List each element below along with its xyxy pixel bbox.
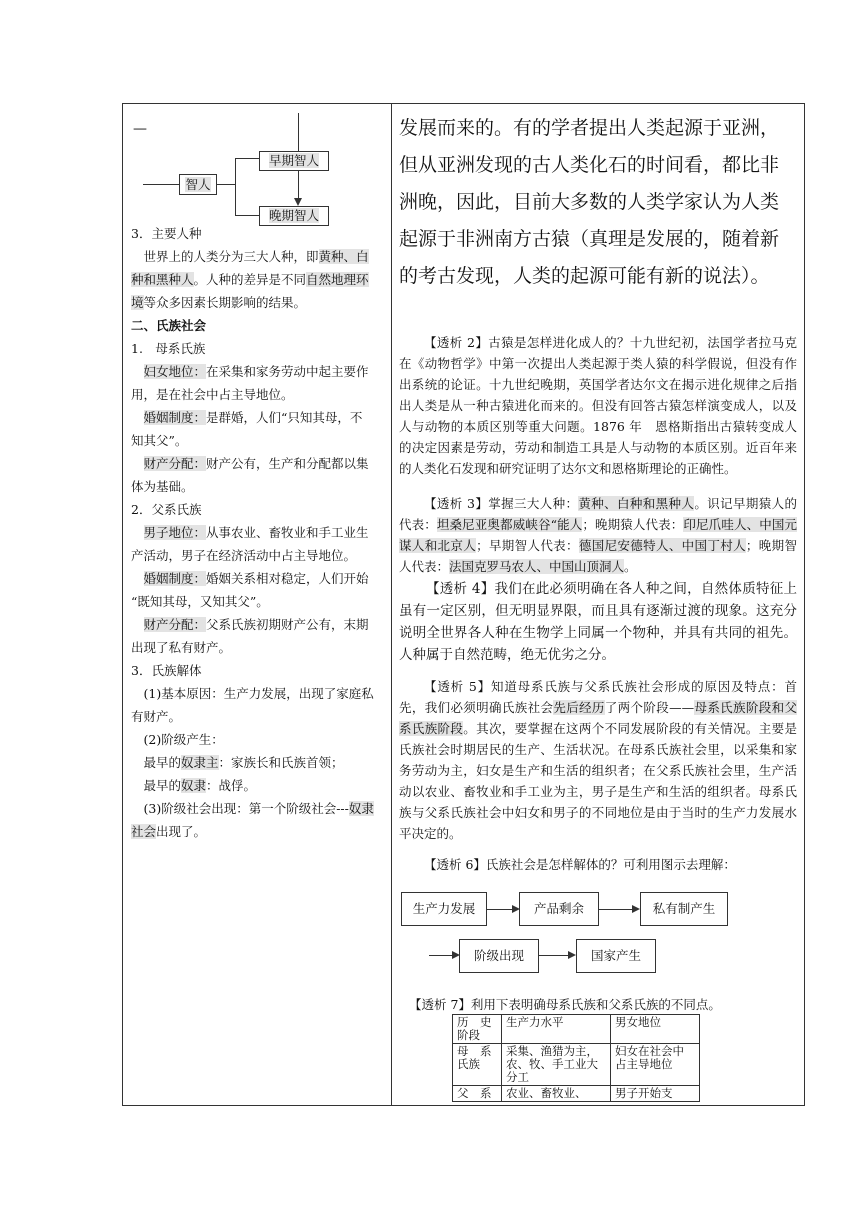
- highlight: 黄种、白: [318, 249, 369, 264]
- text: 最早的: [143, 778, 182, 793]
- highlight: 婚姻制度：: [143, 410, 207, 425]
- table-row: [453, 1086, 700, 1102]
- paragraph: [131, 613, 385, 636]
- paragraph: [131, 820, 385, 843]
- paragraph: [131, 245, 385, 314]
- table-cell: 父 系: [453, 1086, 502, 1102]
- highlight: 印尼爪哇人、中国元谋人和北京人: [399, 517, 797, 553]
- diagram-line: [235, 215, 259, 216]
- text: 。识记早期猿人的代表：: [399, 496, 797, 532]
- diagram-line: [235, 158, 236, 215]
- table-header: 生产力水平: [502, 1015, 611, 1044]
- diagram-line: [217, 184, 235, 185]
- text: 在采集和家务劳动中起主要作: [206, 364, 369, 379]
- paragraph: [131, 751, 385, 774]
- table-header: 历 史阶段: [453, 1015, 502, 1044]
- text: 等众多因素长期影响的结果。: [143, 295, 307, 310]
- two-column-table: [122, 103, 805, 1106]
- analysis-5: [399, 676, 797, 844]
- flow-line: [429, 955, 453, 956]
- sapiens-label: 智人: [185, 177, 211, 192]
- highlight: 财产分配：: [143, 617, 207, 632]
- flow-surplus-box: 产品剩余: [519, 892, 599, 926]
- large-text-line: 起源于非洲南方古猿（真理是发展的，随着新: [399, 228, 780, 250]
- highlight: 境: [131, 295, 144, 310]
- highlight: 社会: [131, 824, 157, 839]
- text: 有财产。: [131, 709, 182, 724]
- flow-line: [487, 909, 513, 910]
- highlight: 种和黑种人: [131, 272, 194, 287]
- table-row: [453, 1015, 700, 1044]
- paragraph: [131, 774, 385, 797]
- table-row: [453, 1044, 700, 1086]
- text: 最早的: [143, 755, 182, 770]
- arrow-right-icon: [632, 905, 640, 913]
- highlight: 妇女地位：: [143, 364, 207, 379]
- highlight: 母系氏族阶段和父系氏族阶段: [399, 700, 797, 736]
- subsection-title: 2．父系氏族: [131, 502, 202, 517]
- highlight: 奴隶: [348, 801, 374, 816]
- flow-line: [539, 955, 569, 956]
- text: (3)阶级社会出现：第一个阶级社会---: [143, 801, 349, 816]
- arrow-right-icon: [568, 951, 576, 959]
- arrow-down-icon: [294, 198, 302, 206]
- large-text-block: [399, 110, 797, 295]
- large-text-line: 的考古发现，人类的起源可能有新的说法）。: [399, 265, 770, 287]
- text: 体为基础。: [131, 479, 194, 494]
- text: 。: [624, 559, 637, 574]
- text: 是群婚，人们“只知其母，不: [206, 410, 363, 425]
- diagram-line: [143, 184, 179, 185]
- subsection-title: 1. 母系氏族: [131, 341, 206, 356]
- table-cell: 母 系氏族: [453, 1044, 502, 1086]
- table-cell: 妇女在社会中占主导地位: [611, 1044, 700, 1086]
- paragraph: [131, 406, 385, 429]
- text: (2)阶级产生：: [143, 732, 224, 747]
- highlight: 坦桑尼亚奥都威峡谷“能人: [436, 517, 583, 532]
- diagram-line: [235, 158, 259, 159]
- text: 出现了私有财产。: [131, 640, 232, 655]
- diagram-line: [298, 113, 299, 155]
- highlight: 财产分配：: [143, 456, 207, 471]
- analysis-6: 【透析 6】氏族社会是怎样解体的？可利用图示去理解：: [424, 857, 736, 872]
- text: 。其次，要掌握在这两个不同发展阶段的有关情况。主要是氏族社会时期居民的生产、生活状况。在母系氏族社会里，以采集和家务劳动为主，妇女是生产和生活的组织者；在父系氏族社会里，生产活动以农业、畜牧业和手工业为主，男子是生产和生活的组织者。母系氏族与父系氏族社会中妇女和男子的不同地位是由于当时的生产力发展水平决定的。: [399, 721, 797, 841]
- text: 财产公有，生产和分配都以集: [206, 456, 369, 471]
- flow-line: [599, 909, 633, 910]
- highlight: 黄种、白种和黑种人: [578, 496, 695, 511]
- paragraph: [131, 360, 385, 383]
- section-title: 二、氏族社会: [131, 318, 207, 333]
- text: 产活动，男子在经济活动中占主导地位。: [131, 548, 357, 563]
- highlight: 法国克罗马农人、中国山顶洞人: [449, 559, 625, 574]
- text: 。人种的差异是不同: [193, 272, 307, 287]
- highlight: 自然地理环: [306, 272, 369, 287]
- flow-classes-box: 阶级出现: [459, 939, 539, 973]
- paragraph: [131, 567, 385, 590]
- early-sapiens-box: [259, 151, 329, 171]
- text: “既知其母，又知其父”。: [131, 594, 269, 609]
- text: 父系氏族初期财产公有，末期: [206, 617, 369, 632]
- table-cell: 男子开始支: [611, 1086, 700, 1102]
- text: 世界上的人类分为三大人种，即: [143, 249, 319, 264]
- analysis-7: 【透析 7】利用下表明确母系氏族和父系氏族的不同点。: [409, 997, 721, 1012]
- text: ；早期智人代表：: [476, 538, 579, 553]
- analysis-2: 【透析 2】古猿是怎样进化成人的？十九世纪初，法国学者拉马克在《动物哲学》中第一次提出人类起源于类人猿的科学假说，但没有作出系统的论证。十九世纪晚期，英国学者达尔文在揭示进化规律之后指出人类是从一种古猿进化而来的。但没有回答古猿怎样演变成人，以及人与动物的本质区别等重大问题。1876 年 恩格斯指出古猿转变成人的决定因素是劳动，劳动和制造工具是人与动物的本质区别。近百年来的人类化石发现和研究证明了达尔文和恩格斯理论的正确性。: [399, 335, 797, 476]
- text: 从事农业、畜牧业和手工业生: [206, 525, 369, 540]
- highlight: 先后经历: [553, 700, 605, 715]
- text: 出现了。: [156, 824, 207, 839]
- text: 【透析 3】掌握三大人种：: [424, 496, 579, 511]
- column-divider: [391, 104, 392, 1105]
- flow-productivity-box: 生产力发展: [401, 892, 487, 926]
- text: 【透析 5】知道母系氏族与父系氏族社会形成的原因及特点：首先，我们必须明确氏族社会: [399, 679, 797, 715]
- text: (1)基本原因：生产力发展，出现了家庭私: [143, 686, 374, 701]
- highlight: 德国尼安德特人、中国丁村人: [578, 538, 746, 553]
- table-cell: 采集、渔猎为主，农、牧、手工业大分工: [502, 1044, 611, 1086]
- text: ：家族长和氏族首领；: [218, 755, 344, 770]
- text: ；晚期猿人代表：: [582, 517, 684, 532]
- flow-state-box: 国家产生: [576, 939, 656, 973]
- paragraph: [131, 521, 385, 544]
- section-title: 3．主要人种: [131, 226, 202, 241]
- text: 用，是在社会中占主导地位。: [131, 387, 294, 402]
- paragraph: [131, 797, 385, 820]
- large-text-line: 洲晚，因此，目前大多数的人类学家认为人类: [399, 191, 780, 213]
- comparison-table: [452, 1014, 700, 1102]
- text: 了两个阶段——: [604, 700, 695, 715]
- analysis-4: 【透析 4】我们在此必须明确在各人种之间，自然体质特征上虽有一定区别，但无明显界限，而且具有逐渐过渡的现象。这充分说明全世界各人种在生物学上同属一个物种，并具有共同的祖先。人种属于自然范畴，绝无优劣之分。: [399, 581, 797, 663]
- highlight: 婚姻制度：: [143, 571, 207, 586]
- diagram-line: [298, 171, 299, 201]
- sapiens-box: [179, 174, 217, 195]
- table-cell: 农业、畜牧业、: [502, 1086, 611, 1102]
- large-text-line: 发展而来的。有的学者提出人类起源于亚洲，: [399, 117, 780, 139]
- highlight: 奴隶: [181, 778, 207, 793]
- large-text-line: 但从亚洲发现的古人类化石的时间看，都比非: [399, 154, 780, 176]
- text: ；晚期智人代表：: [399, 538, 797, 574]
- paragraph: [131, 452, 385, 475]
- late-sapiens-label: 晚期智人: [268, 208, 319, 223]
- analysis-3: [399, 493, 797, 577]
- text: 知其父”。: [131, 433, 188, 448]
- text: ：战俘。: [206, 778, 257, 793]
- early-sapiens-label: 早期智人: [268, 153, 319, 168]
- highlight: 男子地位：: [143, 525, 207, 540]
- left-text: [131, 222, 385, 843]
- table-header: 男女地位: [611, 1015, 700, 1044]
- dash-mark: —: [133, 121, 147, 137]
- flow-private-box: 私有制产生: [640, 892, 728, 926]
- text: 婚姻关系相对稳定，人们开始: [206, 571, 369, 586]
- subsection-title: 3．氏族解体: [131, 663, 202, 678]
- highlight: 奴隶主: [181, 755, 219, 770]
